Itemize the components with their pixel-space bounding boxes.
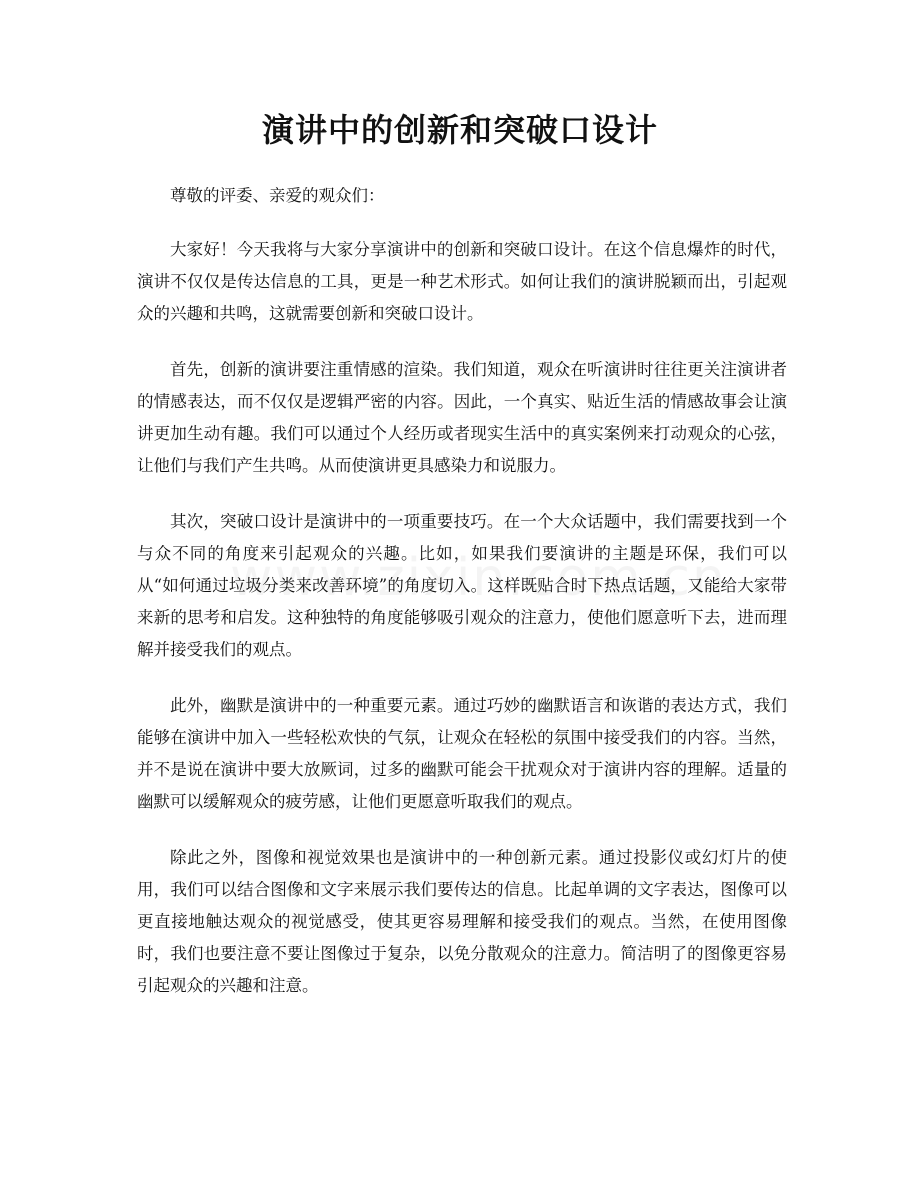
greeting-paragraph: 尊敬的评委、亲爱的观众们： — [170, 186, 385, 205]
paragraph: 此外，幽默是演讲中的一种重要元素。通过巧妙的幽默语言和诙谐的表达方式，我们能够在演讲中加入一些轻松欢快的气氛，让观众在轻松的氛围中接受我们的内容。当然，并不是说在演讲中要大放厥词，过多的幽默可能会干扰观众对于演讲内容的理解。适量的幽默可以缓解观众的疲劳感，让他们更愿意听取我们的观点。 — [137, 696, 787, 811]
paragraph: 其次，突破口设计是演讲中的一项重要技巧。在一个大众话题中，我们需要找到一个与众不同的角度来引起观众的兴趣。比如，如果我们要演讲的主题是环保，我们可以从“如何通过垃圾分类来改善环境”的角度切入。这样既贴合时下热点话题，又能给大家带来新的思考和启发。这种独特的角度能够吸引观众的注意力，使他们愿意听下去，进而理解并接受我们的观点。 — [137, 512, 787, 659]
paragraph: 除此之外，图像和视觉效果也是演讲中的一种创新元素。通过投影仪或幻灯片的使用，我们可以结合图像和文字来展示我们要传达的信息。比起单调的文字表达，图像可以更直接地触达观众的视觉感受，使其更容易理解和接受我们的观点。当然，在使用图像时，我们也要注意不要让图像过于复杂，以免分散观众的注意力。简洁明了的图像更容易引起观众的兴趣和注意。 — [137, 848, 787, 995]
document-body — [137, 180, 787, 1026]
paragraph: 首先，创新的演讲要注重情感的渲染。我们知道，观众在听演讲时往往更关注演讲者的情感表达，而不仅仅是逻辑严密的内容。因此，一个真实、贴近生活的情感故事会让演讲更加生动有趣。我们可以通过个人经历或者现实生活中的真实案例来打动观众的心弦，让他们与我们产生共鸣。从而使演讲更具感染力和说服力。 — [137, 360, 787, 475]
document-title: 演讲中的创新和突破口设计 — [261, 111, 658, 149]
paragraph: 大家好！今天我将与大家分享演讲中的创新和突破口设计。在这个信息爆炸的时代，演讲不仅仅是传达信息的工具，更是一种艺术形式。如何让我们的演讲脱颖而出，引起观众的兴趣和共鸣，这就需要创新和突破口设计。 — [137, 240, 787, 323]
